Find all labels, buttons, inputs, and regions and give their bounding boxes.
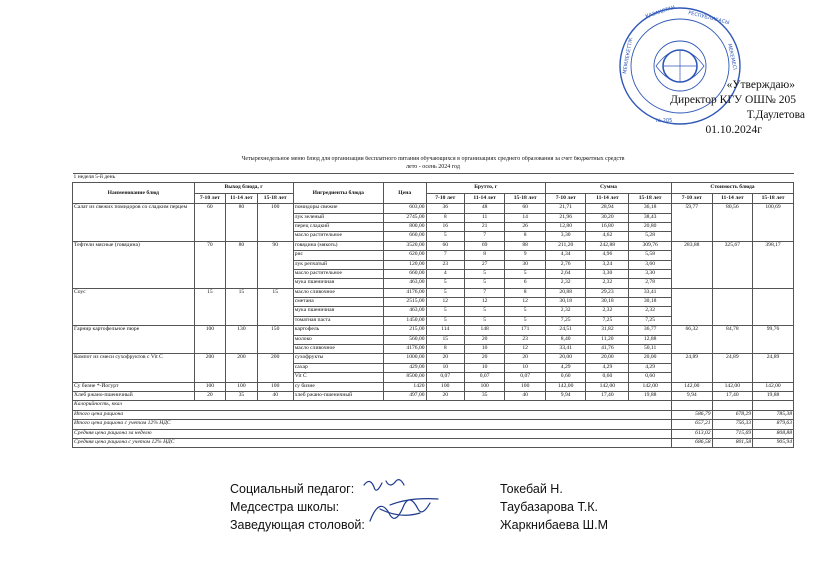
calories-row (73, 401, 794, 410)
brutto-value: 5 (505, 307, 546, 316)
dish-yield: 40 (257, 391, 293, 400)
svg-text:МЕКЕМЕСІ: МЕКЕМЕСІ (726, 43, 738, 71)
ingredient-name: рис (293, 251, 383, 260)
header-dish: Наименование блюд (73, 183, 195, 204)
ingredient-name: картофель (293, 326, 383, 335)
brutto-value: 36 (426, 204, 464, 213)
brutto-value: 14 (505, 213, 546, 222)
dish-yield: 15 (257, 288, 293, 326)
brutto-value: 11 (464, 213, 505, 222)
table-row (73, 326, 794, 335)
dish-cost: 9,94 (672, 391, 713, 400)
sum-value: 4,62 (586, 232, 629, 241)
signature-name: Токебай Н. (500, 482, 563, 496)
calories-value (672, 401, 713, 410)
sum-value: 36,18 (629, 204, 672, 213)
sum-value: 30,18 (545, 298, 586, 307)
signature-name: Таубазарова Т.К. (500, 500, 598, 514)
brutto-value: 6 (505, 279, 546, 288)
brutto-value: 30 (505, 260, 546, 269)
brutto-value: 21 (464, 222, 505, 231)
sum-value: 5,28 (629, 232, 672, 241)
total-value: 657,21 (672, 420, 713, 429)
sum-value: 4,29 (545, 363, 586, 372)
brutto-value: 100 (464, 382, 505, 391)
table-title: Четырехнедельное меню блюд для организации бесплатного питания обучающихся в организациях среднего образования за счет бюджетных средств (241, 156, 625, 162)
header-ingredients: Ингредиенты блюда (293, 183, 383, 204)
dish-yield: 100 (194, 382, 226, 391)
brutto-value: 0,07 (464, 373, 505, 382)
ingredient-name: томатная паста (293, 316, 383, 325)
sum-value: 30,18 (586, 298, 629, 307)
sum-value: 4,34 (545, 251, 586, 260)
menu-sheet (72, 148, 798, 482)
sum-value: 142,00 (586, 382, 629, 391)
brutto-value: 26 (505, 222, 546, 231)
age-header: 11-14 лет (464, 193, 505, 204)
sum-value: 30,18 (629, 298, 672, 307)
ingredient-price: 1450,00 (383, 316, 426, 325)
dish-cost: 19,88 (753, 391, 794, 400)
sum-value: 38,43 (629, 213, 672, 222)
brutto-value: 100 (505, 382, 546, 391)
sum-value: 2,64 (545, 269, 586, 278)
sum-value: 4,29 (629, 363, 672, 372)
ingredient-price: 497,00 (383, 391, 426, 400)
brutto-value: 7 (426, 251, 464, 260)
ingredient-name: масло сливочное (293, 345, 383, 354)
sum-value: 7,25 (629, 316, 672, 325)
total-value: 801,58 (712, 438, 753, 447)
brutto-value: 10 (464, 363, 505, 372)
approval-block (620, 78, 820, 138)
sum-value: 50,11 (629, 345, 672, 354)
brutto-value: 10 (464, 345, 505, 354)
dish-yield: 200 (226, 354, 258, 382)
age-header: 11-14 лет (586, 193, 629, 204)
brutto-value: 88 (505, 241, 546, 250)
dish-yield: 100 (226, 382, 258, 391)
sum-value: 3,30 (545, 232, 586, 241)
table-subtitle: лето - осень 2024 год (406, 164, 460, 171)
header-yield: Выход блюда, г (194, 183, 293, 194)
sum-value: 2,32 (545, 279, 586, 288)
dish-cost: 283,88 (672, 241, 713, 288)
total-row (73, 410, 794, 419)
brutto-value: 5 (426, 279, 464, 288)
ingredient-name: Vit C (293, 373, 383, 382)
sum-value: 21,96 (545, 213, 586, 222)
brutto-value: 15 (426, 335, 464, 344)
ingredient-price: 800,00 (383, 222, 426, 231)
dish-yield: 100 (194, 326, 226, 354)
brutto-value: 10 (505, 363, 546, 372)
ingredient-price: 4176,00 (383, 288, 426, 297)
brutto-value: 40 (505, 391, 546, 400)
age-header: 7-10 лет (194, 193, 226, 204)
table-row (73, 391, 794, 400)
brutto-value: 48 (464, 204, 505, 213)
svg-text:ҚАЗАҚСТАН: ҚАЗАҚСТАН (644, 4, 676, 20)
brutto-value: 5 (426, 232, 464, 241)
age-header: 15-18 лет (505, 193, 546, 204)
sum-value: 2,76 (545, 260, 586, 269)
dish-cost: 24,89 (753, 354, 794, 382)
dish-yield: 200 (257, 354, 293, 382)
svg-text:МЕМЛЕКЕТТІК: МЕМЛЕКЕТТІК (622, 37, 635, 75)
ingredient-price: 3520,00 (383, 241, 426, 250)
total-value: 686,58 (672, 438, 713, 447)
sum-value: 142,00 (629, 382, 672, 391)
age-header: 11-14 лет (226, 193, 258, 204)
brutto-value: 9 (505, 251, 546, 260)
sum-value: 4,29 (586, 363, 629, 372)
dish-name: Су бизне *-Йогурт (73, 382, 195, 391)
total-value: 905,94 (753, 438, 794, 447)
signature-role: Заведующая столовой: (230, 518, 365, 532)
handwritten-signature-icon (360, 475, 450, 527)
sum-value: 142,00 (545, 382, 586, 391)
brutto-value: 114 (426, 326, 464, 335)
total-label: Итого цена рациона (73, 410, 672, 419)
dish-cost: 24,89 (712, 354, 753, 382)
header-cost: Стоимость блюда (672, 183, 794, 194)
age-header: 15-18 лет (753, 193, 794, 204)
dish-name: Соус (73, 288, 195, 326)
sum-value: 7,25 (545, 316, 586, 325)
ingredient-price: 4176,00 (383, 345, 426, 354)
brutto-value: 5 (426, 307, 464, 316)
brutto-value: 20 (505, 354, 546, 363)
brutto-value: 5 (464, 279, 505, 288)
sum-value: 0,60 (545, 373, 586, 382)
total-value: 678,29 (712, 410, 753, 419)
sum-value: 16,80 (586, 222, 629, 231)
approval-position: Директор КГУ ОШ№ 205 (670, 94, 796, 106)
sum-value: 31,82 (586, 326, 629, 335)
ingredient-price: 463,00 (383, 307, 426, 316)
dish-name: Тефтели мясные (говядина) (73, 241, 195, 288)
sum-value: 11,20 (586, 335, 629, 344)
age-header: 7-10 лет (672, 193, 713, 204)
sum-value: 5,58 (629, 251, 672, 260)
age-header: 15-18 лет (629, 193, 672, 204)
ingredient-price: 603,00 (383, 204, 426, 213)
ingredient-price: 463,00 (383, 279, 426, 288)
signature-row (230, 517, 365, 533)
dish-cost: 24,89 (672, 354, 713, 382)
ingredient-price: 2515,00 (383, 298, 426, 307)
ingredient-price: 215,00 (383, 326, 426, 335)
sum-value: 0,60 (586, 373, 629, 382)
sum-value: 29,23 (586, 288, 629, 297)
total-value: 808,88 (753, 429, 794, 438)
approval-name: Т.Даулетова (746, 109, 805, 121)
dish-yield: 200 (194, 354, 226, 382)
brutto-value: 8 (505, 232, 546, 241)
sum-value: 21,71 (545, 204, 586, 213)
brutto-value: 5 (426, 316, 464, 325)
sum-value: 4,96 (586, 251, 629, 260)
ingredient-price: 8500,00 (383, 373, 426, 382)
dish-yield: 80 (226, 241, 258, 288)
brutto-value: 60 (426, 241, 464, 250)
brutto-value: 20 (464, 335, 505, 344)
total-label: Средняя цена рациона за неделю (73, 429, 672, 438)
signature-row (230, 499, 339, 515)
ingredient-name: сахар (293, 363, 383, 372)
sum-value: 28,94 (586, 204, 629, 213)
dish-cost (753, 288, 794, 326)
dish-cost: 100,69 (753, 204, 794, 242)
ingredient-name: перец сладкий (293, 222, 383, 231)
week-label: 1 неделя 5-й день (73, 173, 794, 182)
total-value: 613,02 (672, 429, 713, 438)
sum-value: 242,88 (586, 241, 629, 250)
dish-yield: 150 (257, 326, 293, 354)
sum-value: 2,32 (545, 307, 586, 316)
brutto-value: 148 (464, 326, 505, 335)
brutto-value: 69 (464, 241, 505, 250)
brutto-value: 7 (464, 232, 505, 241)
ingredient-name: масло растительное (293, 269, 383, 278)
brutto-value: 5 (464, 307, 505, 316)
total-value: 586,79 (672, 410, 713, 419)
table-row (73, 382, 794, 391)
brutto-value: 12 (426, 298, 464, 307)
menu-table (72, 156, 794, 448)
ingredient-name: мука пшеничная (293, 279, 383, 288)
header-price: Цена (383, 183, 426, 204)
ingredient-name: су бизне (293, 382, 383, 391)
week-row (73, 173, 794, 182)
brutto-value: 8 (426, 213, 464, 222)
sum-value: 3,30 (629, 269, 672, 278)
total-label: Средняя цена рациона с учетом 12% НДС (73, 438, 672, 447)
table-row (73, 241, 794, 250)
brutto-value: 8 (426, 345, 464, 354)
dish-cost: 80,56 (712, 204, 753, 242)
sum-value: 30,20 (586, 213, 629, 222)
dish-cost: 59,77 (672, 204, 713, 242)
ingredient-name: сметана (293, 298, 383, 307)
dish-yield: 100 (257, 204, 293, 242)
sum-value: 3,30 (586, 269, 629, 278)
approval-date: 01.10.2024г (705, 124, 762, 136)
signature-role: Медсестра школы: (230, 500, 340, 514)
sum-value: 36,77 (629, 326, 672, 335)
brutto-value: 5 (505, 316, 546, 325)
table-row (73, 204, 794, 213)
brutto-value: 7 (464, 288, 505, 297)
signature-role: Социальный педагог: (230, 482, 355, 496)
total-row (73, 438, 794, 447)
title-row (73, 156, 794, 164)
total-value: 715,69 (712, 429, 753, 438)
ingredient-name: говядина (мякоть) (293, 241, 383, 250)
dish-name: Компот из смеси сухофруктов с Vit C (73, 354, 195, 382)
ingredient-price: 1000,00 (383, 354, 426, 363)
ingredient-name: масло растительное (293, 232, 383, 241)
brutto-value: 16 (426, 222, 464, 231)
dish-cost (712, 288, 753, 326)
dish-yield: 15 (194, 288, 226, 326)
dish-cost: 99,76 (753, 326, 794, 354)
ingredient-name: масло сливочное (293, 288, 383, 297)
sum-value: 2,32 (629, 307, 672, 316)
sum-value: 33,41 (629, 288, 672, 297)
brutto-value: 35 (464, 391, 505, 400)
dish-name: Гарнир картофельное пюре (73, 326, 195, 354)
brutto-value: 20 (426, 354, 464, 363)
sum-value: 3,24 (586, 260, 629, 269)
total-value: 785,38 (753, 410, 794, 419)
sum-value: 0,60 (629, 373, 672, 382)
sum-value: 7,25 (586, 316, 629, 325)
dish-yield: 70 (194, 241, 226, 288)
brutto-value: 0,07 (505, 373, 546, 382)
ingredient-price: 1420 (383, 382, 426, 391)
dish-cost: 66,32 (672, 326, 713, 354)
sum-value: 2,32 (586, 307, 629, 316)
dish-yield: 90 (257, 241, 293, 288)
calories-value (753, 401, 794, 410)
sum-value: 12,88 (629, 335, 672, 344)
table-row (73, 354, 794, 363)
ingredient-price: 660,00 (383, 232, 426, 241)
brutto-value: 171 (505, 326, 546, 335)
sum-value: 12,80 (545, 222, 586, 231)
ingredient-price: 2745,00 (383, 213, 426, 222)
signature-row (230, 481, 354, 497)
dish-cost: 325,67 (712, 241, 753, 288)
brutto-value: 20 (464, 354, 505, 363)
age-header: 15-18 лет (257, 193, 293, 204)
ingredient-name: сухофрукты (293, 354, 383, 363)
brutto-value: 27 (464, 260, 505, 269)
calories-label: Калорийность, ккал (73, 401, 672, 410)
header-brutto: Брутто, г (426, 183, 545, 194)
ingredient-price: 429,00 (383, 363, 426, 372)
sum-value: 309,76 (629, 241, 672, 250)
sum-value: 3,60 (629, 260, 672, 269)
dish-cost: 142,00 (753, 382, 794, 391)
sum-value: 20,00 (629, 354, 672, 363)
ingredient-price: 560,00 (383, 335, 426, 344)
total-row (73, 429, 794, 438)
brutto-value: 0,07 (426, 373, 464, 382)
calories-value (712, 401, 753, 410)
sum-value: 211,20 (545, 241, 586, 250)
total-value: 879,63 (753, 420, 794, 429)
dish-name: Салат из свежих помидоров со сладким перцем (73, 204, 195, 242)
header-sum: Сумма (545, 183, 671, 194)
dish-yield: 60 (194, 204, 226, 242)
sum-value: 20,00 (545, 354, 586, 363)
sum-value: 8,40 (545, 335, 586, 344)
dish-cost: 398,17 (753, 241, 794, 288)
brutto-value: 8 (464, 251, 505, 260)
dish-yield: 35 (226, 391, 258, 400)
header-row (73, 183, 794, 194)
ingredient-price: 660,00 (383, 269, 426, 278)
dish-cost (672, 288, 713, 326)
dish-yield: 15 (226, 288, 258, 326)
sum-value: 2,32 (586, 279, 629, 288)
dish-cost: 142,00 (672, 382, 713, 391)
brutto-value: 5 (426, 288, 464, 297)
dish-yield: 100 (257, 382, 293, 391)
ingredient-price: 120,00 (383, 260, 426, 269)
brutto-value: 12 (505, 345, 546, 354)
brutto-value: 5 (464, 269, 505, 278)
brutto-value: 100 (426, 382, 464, 391)
brutto-value: 10 (426, 363, 464, 372)
age-header: 7-10 лет (426, 193, 464, 204)
total-row (73, 420, 794, 429)
sum-value: 20,88 (545, 288, 586, 297)
age-header: 7-10 лет (545, 193, 586, 204)
dish-yield: 20 (194, 391, 226, 400)
ingredient-price: 620,00 (383, 251, 426, 260)
ingredient-name: хлеб ржано-пшеничный (293, 391, 383, 400)
subtitle-row (73, 164, 794, 173)
dish-cost: 84,78 (712, 326, 753, 354)
sum-value: 41,76 (586, 345, 629, 354)
table-row (73, 288, 794, 297)
age-header: 11-14 лет (712, 193, 753, 204)
ingredient-name: молоко (293, 335, 383, 344)
brutto-value: 4 (426, 269, 464, 278)
svg-text:РЕСПУБЛИКАСЫ: РЕСПУБЛИКАСЫ (687, 10, 730, 27)
brutto-value: 5 (505, 269, 546, 278)
total-label: Итого цена рациона с учетом 12% НДС (73, 420, 672, 429)
ingredient-name: лук зеленый (293, 213, 383, 222)
brutto-value: 12 (464, 298, 505, 307)
sum-value: 9,94 (545, 391, 586, 400)
menu-body (73, 156, 794, 448)
dish-cost: 142,00 (712, 382, 753, 391)
sum-value: 33,41 (545, 345, 586, 354)
sum-value: 19,88 (629, 391, 672, 400)
brutto-value: 23 (505, 335, 546, 344)
ingredient-name: мука пшеничная (293, 307, 383, 316)
brutto-value: 60 (505, 204, 546, 213)
dish-name: Хлеб ржано-пшеничный (73, 391, 195, 400)
dish-yield: 80 (226, 204, 258, 242)
svg-text:№ 205: № 205 (656, 118, 673, 124)
ingredient-name: лук репчатый (293, 260, 383, 269)
sum-value: 20,80 (629, 222, 672, 231)
sum-value: 24,51 (545, 326, 586, 335)
sum-value: 2,78 (629, 279, 672, 288)
signature-name: Жаркнибаева Ш.М (500, 518, 608, 532)
sum-value: 17,40 (586, 391, 629, 400)
ingredient-name: помидоры свежие (293, 204, 383, 213)
dish-cost: 17,40 (712, 391, 753, 400)
total-value: 756,33 (712, 420, 753, 429)
approval-heading: «Утверждаю» (726, 79, 795, 91)
brutto-value: 8 (505, 288, 546, 297)
brutto-value: 5 (464, 316, 505, 325)
brutto-value: 12 (505, 298, 546, 307)
brutto-value: 20 (426, 391, 464, 400)
brutto-value: 23 (426, 260, 464, 269)
dish-yield: 130 (226, 326, 258, 354)
sum-value: 20,00 (586, 354, 629, 363)
